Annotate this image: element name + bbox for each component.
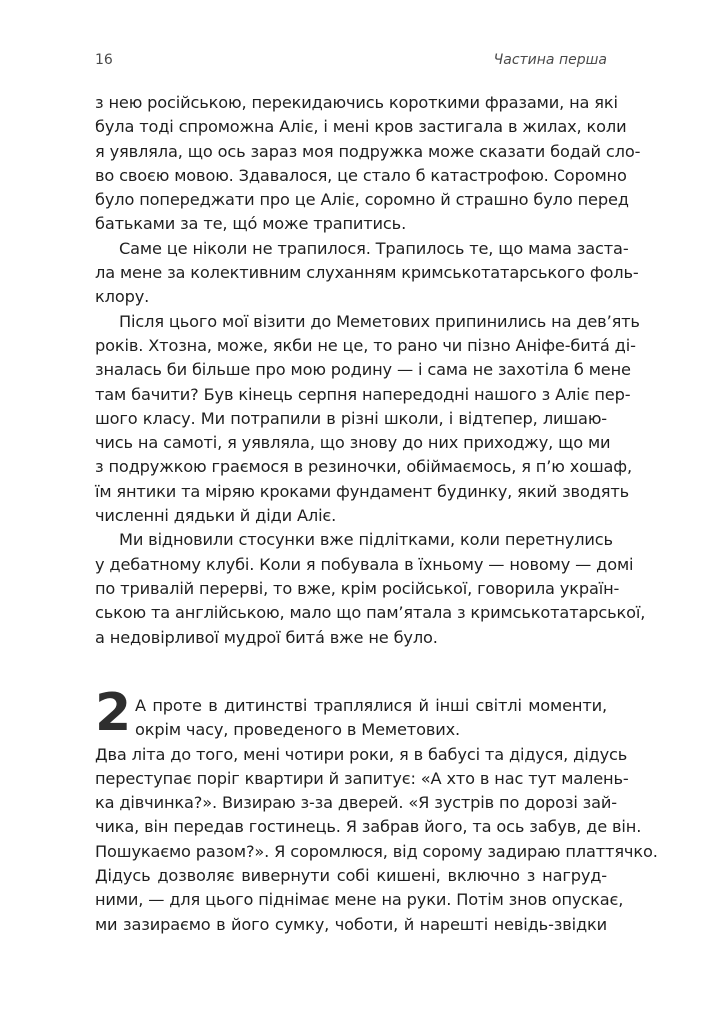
text-line: по тривалій перерві, то вже, крім російської, говорила україн- [95,578,620,598]
text-line: зналась би більше про мою родину — і сама не захотіла б мене [95,360,631,380]
page-number: 16 [95,52,113,68]
text-line: з нею російською, перекидаючись короткими фразами, на які [95,93,618,112]
text-line: переступає поріг квартири й запитує: «А хто в нас тут малень- [95,768,629,788]
text-line: окрім часу, проведеного в Меметових. [135,720,461,740]
text-line: батьками за те, щó може трапитись. [95,214,407,234]
text-line: ка дівчинка?». Визираю з-за дверей. «Я зустрів по дорозі зай- [95,793,617,813]
text-line: Два літа до того, мені чотири роки, я в бабусі та дідуся, дідусь [95,744,628,764]
section-2-text [95,694,658,937]
text-line: було попереджати про це Аліє, соромно й страшно було перед [95,190,629,210]
text-line: я уявляла, що ось зараз моя подружка може сказати бодай сло- [95,141,641,161]
text-line: Дідусь дозволяє вивернути собі кишені, включно з нагруд- [95,866,607,886]
text-line: ла мене за колективним слуханням кримськотатарського фоль- [95,263,639,283]
text-line: чись на самоті, я уявляла, що знову до них приходжу, що ми [95,433,611,453]
text-line: во своєю мовою. Здавалося, це стало б катастрофою. Соромно [95,165,627,185]
section-2-number: 2 [95,683,132,743]
text-line: ними, — для цього піднімає мене на руки. Потім знов опускає, [95,890,624,910]
part-title: Частина перша [493,52,607,68]
text-line: Пошукаємо разом?». Я соромлюся, від сорому задираю платтячко. [95,841,658,861]
text-line: у дебатному клубі. Коли я побувала в їхньому — новому — домі [95,554,634,574]
text-line: Після цього мої візити до Меметових припинились на дев’ять [119,311,640,331]
text-line: А проте в дитинстві траплялися й інші світлі моменти, [135,696,607,715]
text-line: ською та англійською, мало що пам’ятала з кримськотатарської, [95,603,646,623]
text-line: чика, він передав гостинець. Я забрав його, та ось забув, де він. [95,817,642,837]
text-line: а недовірливої мудрої битá вже не було. [95,627,438,647]
text-line: Ми відновили стосунки вже підлітками, коли перетнулись [119,530,613,550]
text-line: численні дядьки й діди Аліє. [95,506,337,526]
text-line: з подружкою граємося в резиночки, обіймаємось, я п’ю хошаф, [95,457,632,477]
running-head [95,52,607,74]
text-line: ми зазираємо в його сумку, чоботи, й нарешті невідь-звідки [95,914,607,934]
text-line: там бачити? Був кінець серпня напередодні нашого з Аліє пер- [95,384,631,404]
text-line: була тоді спроможна Аліє, і мені кров застигала в жилах, коли [95,117,627,137]
text-line: шого класу. Ми потрапили в різні школи, і відтепер, лишаю- [95,408,607,428]
section-1-text [95,91,646,650]
text-line: Саме це ніколи не трапилося. Трапилось те, що мама заста- [119,238,629,258]
text-line: їм янтики та міряю кроками фундамент будинку, який зводять [95,481,629,501]
text-line: років. Хтозна, може, якби не це, то рано чи пізно Аніфе-битá ді- [95,335,636,355]
text-line: клору. [95,287,150,307]
